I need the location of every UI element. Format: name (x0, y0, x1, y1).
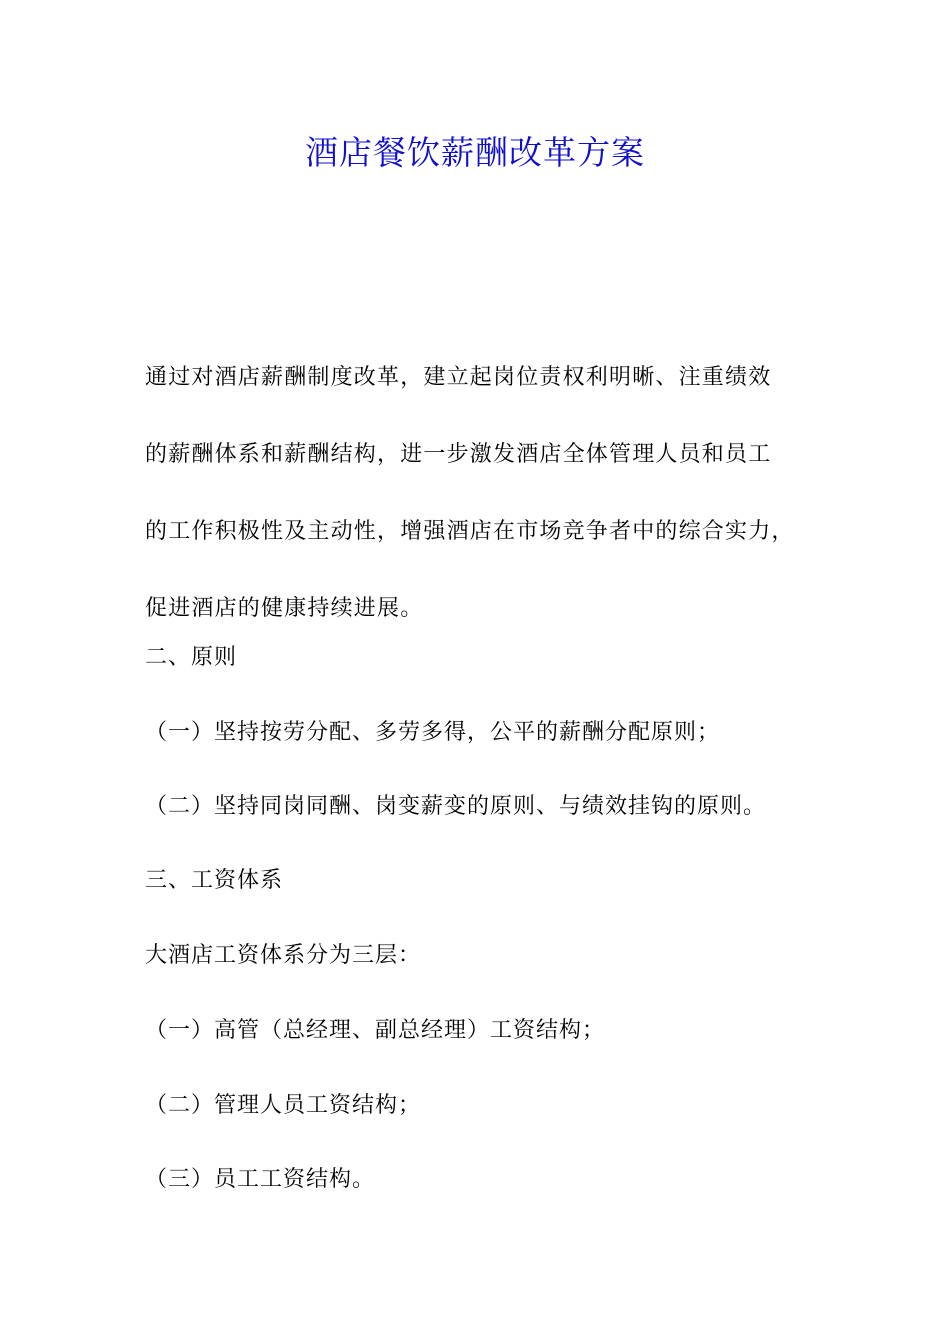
intro-line: 促进酒店的健康持续进展。 (145, 596, 424, 621)
wage-item-3: （三）员工工资结构。 (145, 1167, 376, 1192)
wage-item-1: （一）高管（总经理、副总经理）工资结构； (145, 1018, 606, 1043)
document-title: 酒店餐饮薪酬改革方案 (305, 133, 645, 172)
section-heading-principles: 二、原则 (145, 645, 238, 670)
intro-line: 的工作积极性及主动性，增强酒店在市场竞争者中的综合实力， (145, 519, 795, 544)
wage-system-intro: 大酒店工资体系分为三层： (145, 943, 422, 968)
principle-item-1: （一）坚持按劳分配、多劳多得，公平的薪酬分配原则； (145, 720, 721, 745)
intro-paragraph (145, 339, 845, 647)
intro-line: 的薪酬体系和薪酬结构，进一步激发酒店全体管理人员和员工 (145, 442, 772, 467)
wage-item-2: （二）管理人员工资结构； (145, 1093, 422, 1118)
section-heading-wage-system: 三、工资体系 (145, 868, 284, 893)
intro-line: 通过对酒店薪酬制度改革，建立起岗位责权利明晰、注重绩效 (145, 365, 772, 390)
principle-item-2: （二）坚持同岗同酬、岗变薪变的原则、与绩效挂钩的原则。 (145, 794, 767, 819)
